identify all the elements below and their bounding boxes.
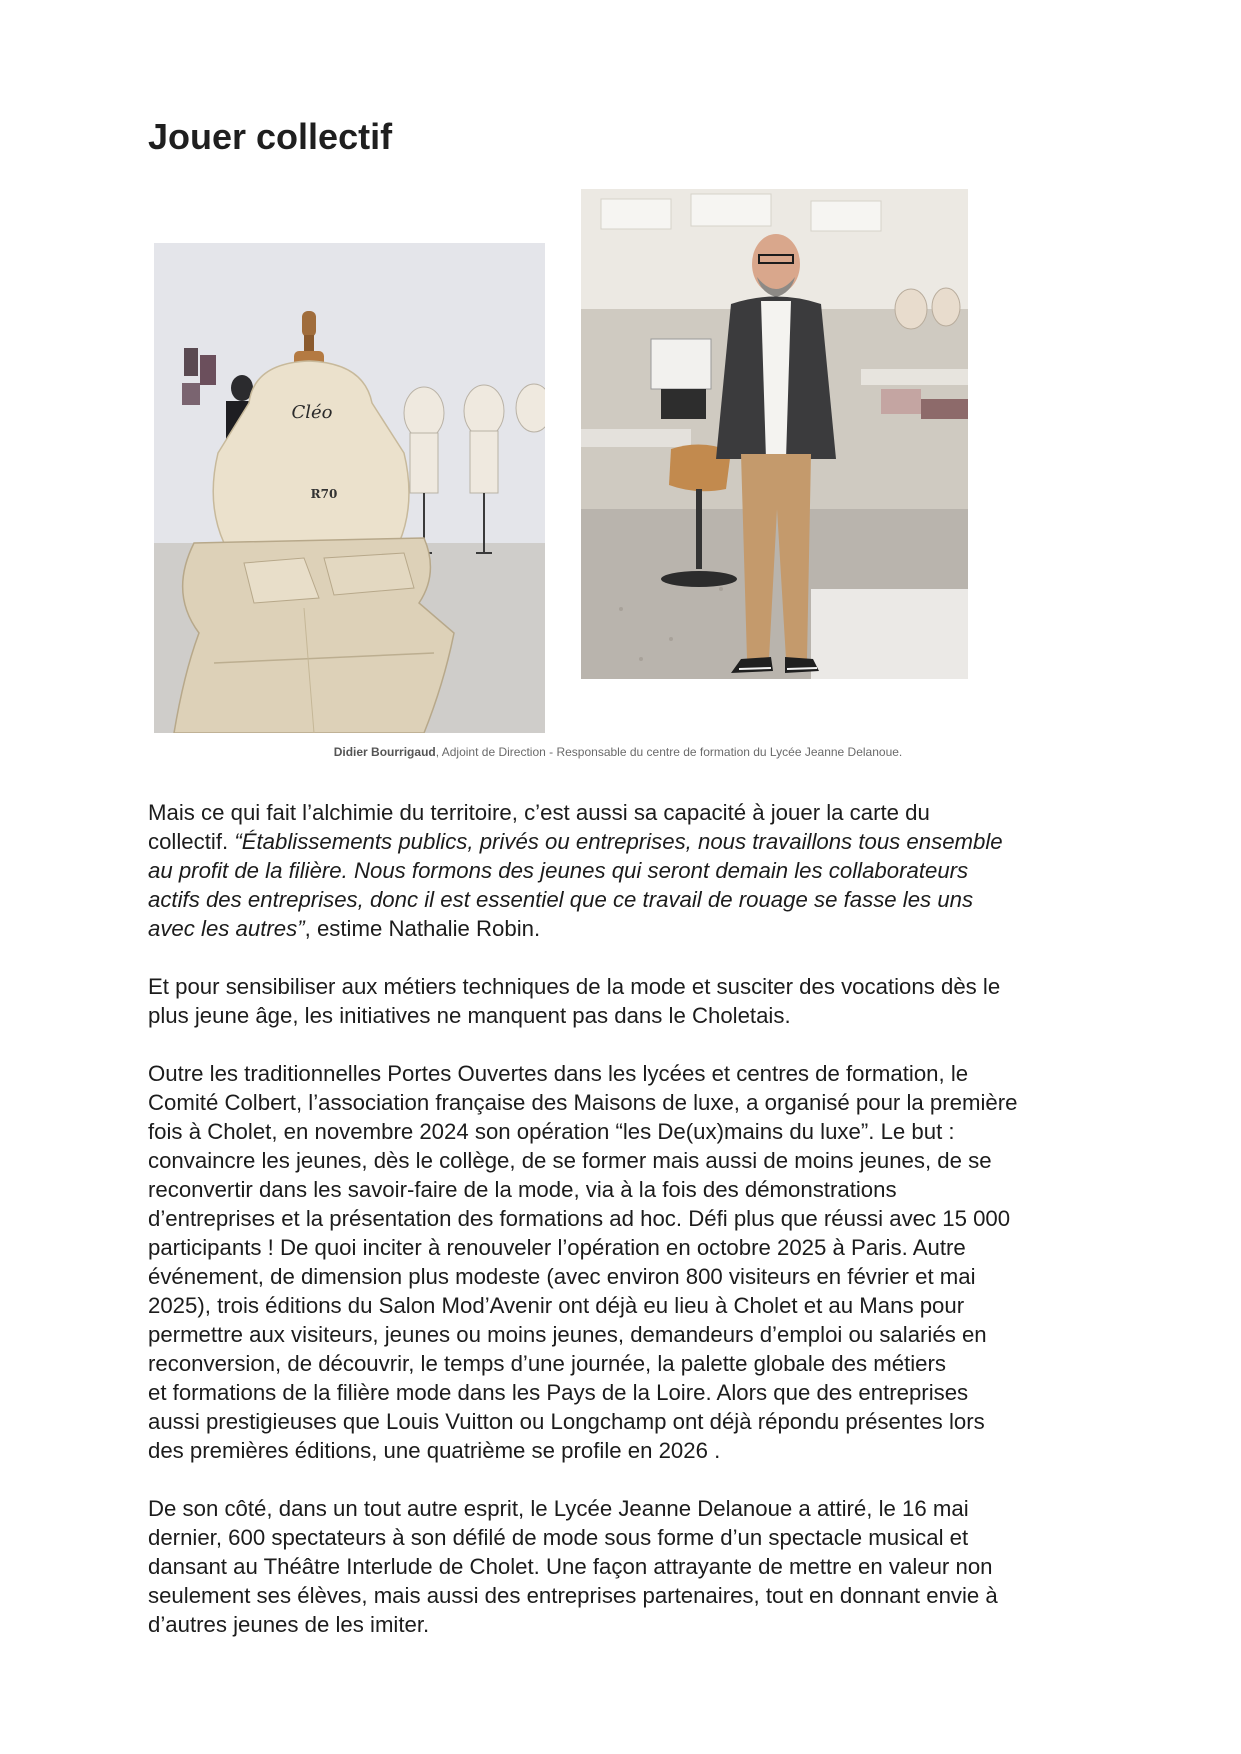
paragraph-3-line: Comité Colbert, l’association française des Maisons de luxe, a organisé pour la première bbox=[148, 1090, 1018, 1115]
mannequin-brand-mark: Cléo bbox=[291, 402, 333, 423]
paragraph-4 bbox=[148, 1494, 1128, 1639]
workshop-illustration bbox=[581, 189, 968, 679]
page-title: Jouer collectif bbox=[148, 116, 393, 157]
paragraph-3-line: événement, de dimension plus modeste (avec environ 800 visiteurs en février et mai bbox=[148, 1264, 976, 1289]
quote-text: “Établissements publics, privés ou entreprises, nous travaillons tous ensemble bbox=[234, 829, 1003, 854]
paragraph-1-line bbox=[148, 827, 1128, 856]
paragraph-2-line: Et pour sensibiliser aux métiers techniques de la mode et susciter des vocations dès le bbox=[148, 974, 1001, 999]
paragraph-3-line: reconvertir dans les savoir-faire de la mode, via à la fois des démonstrations bbox=[148, 1177, 897, 1202]
mannequin-illustration bbox=[154, 243, 545, 733]
paragraph-1-text: , estime Nathalie Robin. bbox=[304, 916, 541, 941]
paragraph-1-line bbox=[148, 856, 1128, 885]
paragraph-4-line: seulement ses élèves, mais aussi des entreprises partenaires, tout en donnant envie à bbox=[148, 1583, 998, 1608]
paragraph-3-line: fois à Cholet, en novembre 2024 son opération “les De(ux)mains du luxe”. Le but : bbox=[148, 1119, 955, 1144]
paragraph-3-line: des premières éditions, une quatrième se profile en 2026 . bbox=[148, 1438, 721, 1463]
mannequin-photo bbox=[154, 243, 545, 733]
paragraph-4-line: dernier, 600 spectateurs à son défilé de mode sous forme d’un spectacle musical et bbox=[148, 1525, 969, 1550]
caption-person-name: Didier Bourrigaud bbox=[333, 745, 436, 759]
paragraph-3-line: d’entreprises et la présentation des formations ad hoc. Défi plus que réussi avec 15 000 bbox=[148, 1206, 1011, 1231]
paragraph-3-line: participants ! De quoi inciter à renouveler l’opération en octobre 2025 à Paris. Autre bbox=[148, 1235, 966, 1260]
paragraph-3-line: 2025), trois éditions du Salon Mod’Avenir ont déjà eu lieu à Cholet et au Mans pour bbox=[148, 1293, 965, 1318]
paragraph-4-line: De son côté, dans un tout autre esprit, le Lycée Jeanne Delanoue a attiré, le 16 mai bbox=[148, 1496, 969, 1521]
paragraph-1 bbox=[148, 798, 1128, 943]
paragraph-2 bbox=[148, 972, 1128, 1030]
paragraph-1-line bbox=[148, 914, 1128, 943]
paragraph-3-line: Outre les traditionnelles Portes Ouvertes dans les lycées et centres de formation, le bbox=[148, 1061, 969, 1086]
paragraph-3-line: et formations de la filière mode dans les Pays de la Loire. Alors que des entreprises bbox=[148, 1380, 969, 1405]
paragraph-1-line: Mais ce qui fait l’alchimie du territoire, c’est aussi sa capacité à jouer la carte du bbox=[148, 800, 930, 825]
paragraph-1-line bbox=[148, 885, 1128, 914]
paragraph-3-line: permettre aux visiteurs, jeunes ou moins jeunes, demandeurs d’emploi ou salariés en bbox=[148, 1322, 987, 1347]
quote-text: au profit de la filière. Nous formons des jeunes qui seront demain les collaborateurs bbox=[148, 858, 969, 883]
paragraph-2-line: plus jeune âge, les initiatives ne manquent pas dans le Choletais. bbox=[148, 1003, 791, 1028]
workshop-portrait-photo bbox=[581, 189, 968, 679]
quote-text: actifs des entreprises, donc il est essentiel que ce travail de rouage se fasse les uns bbox=[148, 887, 974, 912]
paragraph-3-line: reconversion, de découvrir, le temps d’une journée, la palette globale des métiers bbox=[148, 1351, 946, 1376]
quote-text: avec les autres” bbox=[148, 916, 305, 941]
paragraph-3-line: aussi prestigieuses que Louis Vuitton ou Longchamp ont déjà répondu présentes lors bbox=[148, 1409, 985, 1434]
paragraph-3 bbox=[148, 1059, 1128, 1465]
photo-caption bbox=[148, 745, 1088, 759]
mannequin-size-mark: R70 bbox=[310, 487, 338, 501]
paragraph-1-text: collectif. bbox=[148, 829, 235, 854]
paragraph-4-line: d’autres jeunes de les imiter. bbox=[148, 1612, 430, 1637]
caption-role-text: , Adjoint de Direction - Responsable du centre de formation du Lycée Jeanne Delanoue. bbox=[435, 745, 903, 759]
paragraph-3-line: convaincre les jeunes, dès le collège, de se former mais aussi de moins jeunes, de se bbox=[148, 1148, 992, 1173]
paragraph-4-line: dansant au Théâtre Interlude de Cholet. Une façon attrayante de mettre en valeur non bbox=[148, 1554, 993, 1579]
article-body bbox=[148, 798, 1128, 1668]
